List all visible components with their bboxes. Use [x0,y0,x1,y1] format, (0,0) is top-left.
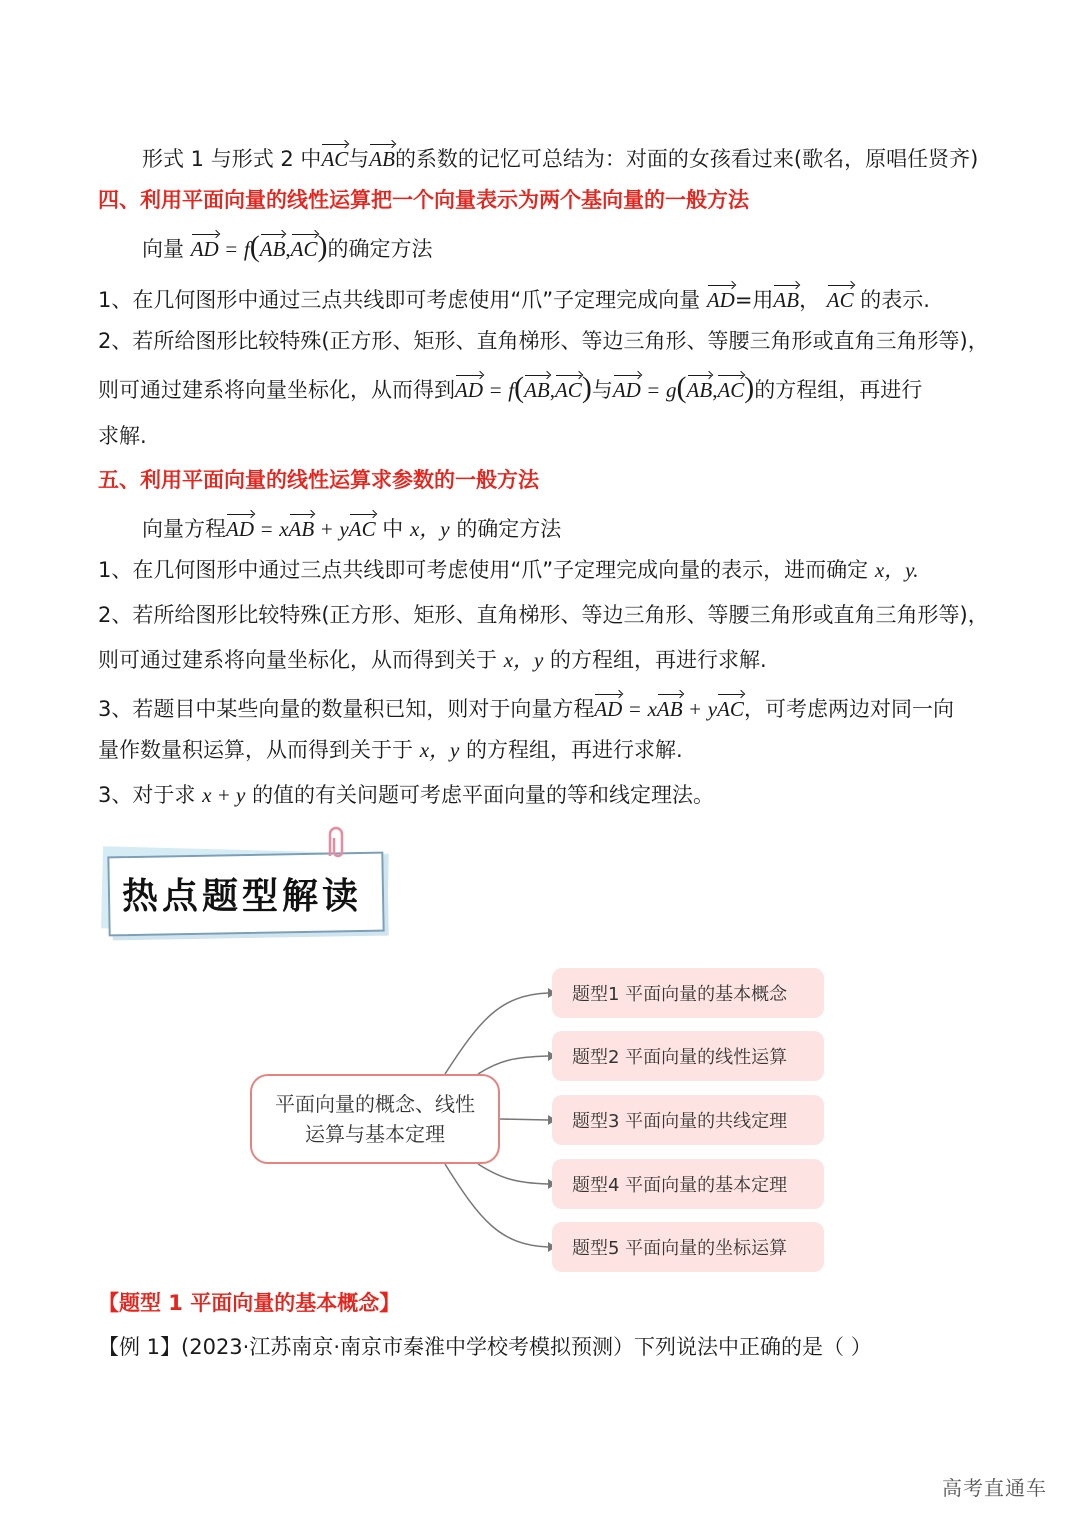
topic1-heading: 【题型 1 平面向量的基本概念】 [98,1291,401,1315]
s5-sub-c: 的确定方法 [456,517,562,541]
equals: = [647,378,660,402]
mindmap-topic-2: 题型2 平面向量的线性运算 [552,1031,824,1081]
mindmap-topic-3: 题型3 平面向量的共线定理 [552,1095,824,1145]
s4-item1-c: ， [799,288,821,312]
intro-text-a: 形式 1 与形式 2 中 [142,147,322,171]
vector-ac: AC [291,230,318,264]
comma: , [712,378,718,402]
section4-item2-line1: 2、若所给图形比较特殊(正方形、矩形、直角梯形、等边三角形、等腰三角形或直角三角形等)， [98,329,989,353]
var-xy: x，y [419,738,460,762]
s4-item2-a: 则可通过建系将向量坐标化，从而得到 [98,378,455,402]
banner-title: 热点题型解读 [122,875,363,917]
var-xy-end: x，y. [874,558,919,582]
vector-ab: AB [687,371,713,405]
s4-item1-a: 1、在几何图形中通过三点共线即可考虑使用“爪”子定理完成向量 [98,288,701,312]
var-xy: x，y [503,648,544,672]
section4-heading: 四、利用平面向量的线性运算把一个向量表示为两个基向量的一般方法 [98,188,749,212]
vector-ad: AD [191,230,219,264]
equals: = [225,237,238,261]
var-x: x [279,517,289,541]
paren-right: ) [581,371,592,404]
vector-ab: AB [773,281,799,315]
func-f: f [243,237,250,261]
plus: + [320,517,333,541]
section5-item2-line1: 2、若所给图形比较特殊(正方形、矩形、直角梯形、等边三角形、等腰三角形或直角三角形等)， [98,603,989,627]
equals: = [260,517,273,541]
expr-x-plus-y: x + y [202,783,246,807]
s4-item1-d: 的表示. [860,288,930,312]
func-f: f [508,378,515,402]
vector-ac: AC [717,371,744,405]
s5-item3-b: ，可考虑两边对同一向 [743,697,954,721]
comma: , [549,378,555,402]
vector-ab: AB [657,690,683,724]
s4-item2-b: 与 [591,378,613,402]
vector-ac: AC [555,371,582,405]
vector-ab: AB [369,140,395,174]
s5-item3-c: 量作数量积运算，从而得到关于于 [98,738,413,762]
s4-sub-a: 向量 [142,237,184,261]
vector-ac: AC [717,690,744,724]
example1: 【例 1】(2023·江苏南京·南京市秦淮中学校考模拟预测）下列说法中正确的是（ ） [98,1335,872,1359]
vector-ac: AC [321,140,348,174]
equals: = [489,378,502,402]
comma: , [285,237,291,261]
vector-ac: AC [349,510,376,544]
paren-left: ( [249,230,260,263]
var-y: y [707,697,718,721]
intro-text-c: 的系数的记忆可总结为：对面的女孩看过来(歌名，原唱任贤齐) [394,147,979,171]
var-xy: x，y [409,517,450,541]
s5-item2-a: 则可通过建系将向量坐标化，从而得到关于 [98,648,497,672]
s5-item3-a: 3、若题目中某些向量的数量积已知，则对于向量方程 [98,697,595,721]
vector-ab: AB [260,230,286,264]
s5-sub-b: 中 [382,517,404,541]
section5-heading: 五、利用平面向量的线性运算求参数的一般方法 [98,468,539,492]
paren-right: ) [744,371,755,404]
plus: + [689,697,702,721]
intro-text-b: 与 [348,147,370,171]
s5-item3-d: 的方程组，再进行求解. [466,738,683,762]
vector-ad: AD [455,371,483,405]
watermark: 高考直通车 [942,1476,1047,1500]
paren-left: ( [676,371,687,404]
vector-ad: AD [613,371,641,405]
equals: = [629,697,641,721]
vector-ad: AD [226,510,254,544]
mindmap-center: 平面向量的概念、线性运算与基本定理 [250,1074,500,1164]
vector-ab: AB [289,510,315,544]
vector-ad: AD [594,690,622,724]
mindmap-topic-4: 题型4 平面向量的基本定理 [552,1159,824,1209]
vector-ab: AB [524,371,550,405]
s4-item1-b: =用 [734,288,774,312]
vector-ad: AD [707,281,735,315]
var-y: y [339,517,349,541]
vector-ac: AC [827,281,854,315]
paren-left: ( [514,371,525,404]
s5-sub-a: 向量方程 [142,517,226,541]
s4-item2-c: 的方程组，再进行 [754,378,923,402]
s5-item4-b: 的值的有关问题可考虑平面向量的等和线定理法。 [252,783,715,807]
s5-item1-a: 1、在几何图形中通过三点共线即可考虑使用“爪”子定理完成向量的表示，进而确定 [98,558,869,582]
paren-right: ) [317,230,328,263]
func-g: g [666,378,677,402]
section4-item2-line3: 求解. [98,424,147,448]
var-x: x [647,697,657,721]
s4-sub-b: 的确定方法 [327,237,433,261]
s5-item2-b: 的方程组，再进行求解. [550,648,767,672]
mindmap-topic-5: 题型5 平面向量的坐标运算 [552,1222,824,1272]
s5-item4-a: 3、对于求 [98,783,196,807]
mindmap-topic-1: 题型1 平面向量的基本概念 [552,968,824,1018]
